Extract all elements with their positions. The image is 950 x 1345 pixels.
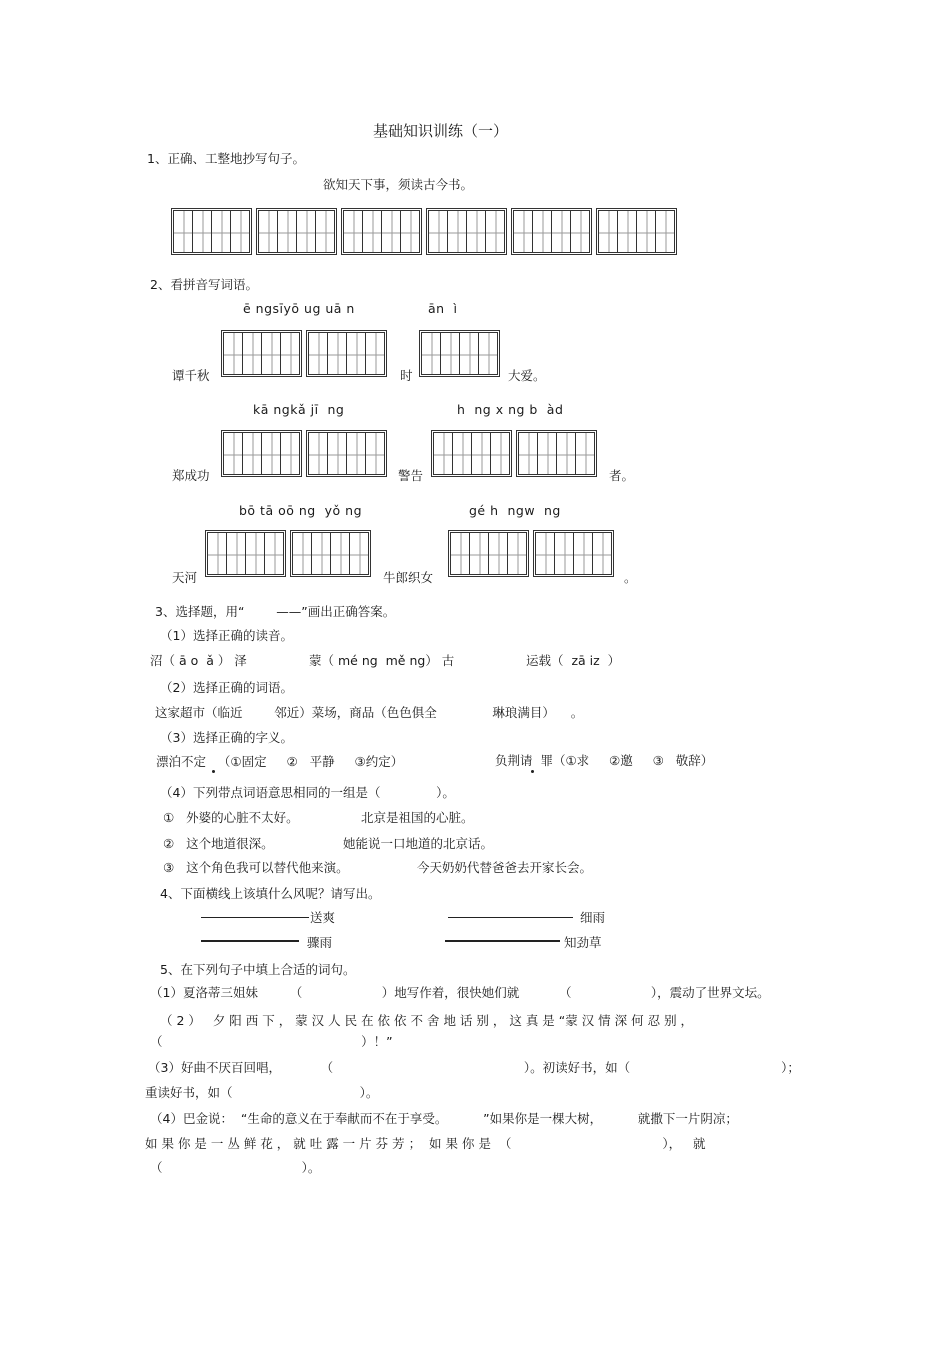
grid-group: [306, 430, 387, 477]
grid-cell: [421, 332, 441, 375]
grid-cell: [330, 532, 350, 575]
grid-cell: [598, 210, 618, 253]
grid-cell: [192, 210, 212, 253]
grid-cell: [280, 432, 300, 475]
q2-row3-pinyin-b: gé h ngw ng: [469, 503, 561, 518]
q5-line6: （4）巴金说： “生命的意义在于奉献而不在于享受。 ”如果你是一棵大树， 就撒下一片阴凉；: [150, 1111, 738, 1126]
q3-sub4-2b: 她能说一口地道的北京话。: [343, 836, 494, 851]
q3-sub4-1a: ① 外婆的心脏不太好。: [163, 810, 299, 825]
q3-sub1-b: 蒙（ mé ng mě ng） 古: [309, 653, 455, 668]
grid-cell: [207, 532, 227, 575]
grid-cell: [554, 532, 574, 575]
q4-d: 知劲草: [564, 935, 602, 950]
grid-cell: [466, 210, 486, 253]
grid-cell: [315, 210, 335, 253]
q3-sub1: （1）选择正确的读音。: [160, 628, 293, 643]
q5-line1: （1）夏洛蒂三姐妹 （ ）地写作着，很快她们就 （ ），震动了世界文坛。: [150, 985, 770, 1000]
grid-cell: [261, 432, 281, 475]
q2-row3-grid-b: [448, 530, 618, 577]
grid-cell: [346, 432, 366, 475]
grid-cell: [346, 332, 366, 375]
q2-row3-grid-a: [205, 530, 375, 577]
q3-prompt: 3、选择题，用“ ——”画出正确答案。: [155, 604, 396, 619]
grid-cell: [242, 332, 262, 375]
page-title: 基础知识训练（一）: [373, 122, 509, 140]
grid-cell: [433, 432, 453, 475]
q5-line4: （3）好曲不厌百回唱， （ ）。初读好书，如（ ）；: [148, 1060, 800, 1075]
emphasis-dot: [212, 770, 215, 773]
grid-cell: [400, 210, 420, 253]
grid-cell: [365, 332, 385, 375]
q3-sub3: （3）选择正确的字义。: [160, 730, 293, 745]
grid-cell: [381, 210, 401, 253]
q1-prompt: 1、正确、工整地抄写句子。: [147, 151, 305, 166]
grid-cell: [488, 532, 508, 575]
grid-group: [256, 208, 337, 255]
grid-cell: [230, 210, 250, 253]
grid-cell: [277, 210, 297, 253]
grid-cell: [296, 210, 316, 253]
grid-cell: [258, 210, 278, 253]
q3-sub2: （2）选择正确的词语。: [160, 680, 293, 695]
grid-cell: [280, 332, 300, 375]
grid-cell: [211, 210, 231, 253]
q2-prompt: 2、看拼音写词语。: [150, 277, 258, 292]
grid-cell: [292, 532, 312, 575]
grid-cell: [573, 532, 593, 575]
grid-group: [205, 530, 286, 577]
q3-sub1-a: 沼（ ā o ǎ ） 泽: [150, 653, 247, 668]
grid-cell: [535, 532, 555, 575]
q5-line8: （ ）。: [150, 1160, 321, 1175]
grid-cell: [365, 432, 385, 475]
q5-line5: 重读好书，如（ ）。: [145, 1085, 379, 1100]
q2-row2-grid-b: [431, 430, 601, 477]
grid-cell: [242, 432, 262, 475]
grid-cell: [264, 532, 284, 575]
q5-line7: 如 果 你 是 一 丛 鲜 花 ， 就 吐 露 一 片 芬 芳 ； 如 果 你 是 （ ）， 就: [145, 1136, 706, 1151]
q3-sub2-line: 这家超市（临近 邻近）菜场，商品（色色俱全 琳琅满目） 。: [155, 705, 584, 720]
q2-row1-text-b: 时: [400, 368, 413, 383]
grid-cell: [518, 432, 538, 475]
grid-cell: [362, 210, 382, 253]
grid-cell: [655, 210, 675, 253]
grid-cell: [447, 210, 467, 253]
grid-group: [448, 530, 529, 577]
q4-a: 送爽: [310, 910, 336, 925]
q3-sub4-2a: ② 这个地道很深。: [163, 836, 274, 851]
q2-row2-text-a: 郑成功: [172, 468, 210, 483]
grid-cell: [311, 532, 331, 575]
grid-cell: [575, 432, 595, 475]
q5-prompt: 5、在下列句子中填上合适的词句。: [160, 962, 356, 977]
grid-cell: [513, 210, 533, 253]
grid-cell: [485, 210, 505, 253]
q2-row2-text-b: 警告: [398, 468, 424, 483]
grid-cell: [223, 332, 243, 375]
grid-cell: [532, 210, 552, 253]
grid-group: [221, 330, 302, 377]
grid-cell: [440, 332, 460, 375]
q2-row1-grid-a: [221, 330, 391, 377]
grid-cell: [537, 432, 557, 475]
grid-group: [516, 430, 597, 477]
grid-group: [341, 208, 422, 255]
grid-cell: [245, 532, 265, 575]
grid-cell: [507, 532, 527, 575]
grid-group: [221, 430, 302, 477]
q2-row1-text-c: 大爱。: [508, 368, 546, 383]
grid-group: [511, 208, 592, 255]
grid-cell: [469, 532, 489, 575]
grid-cell: [570, 210, 590, 253]
q2-row2-text-c: 者。: [609, 468, 635, 483]
q3-sub4: （4）下列带点词语意思相同的一组是（ ）。: [160, 785, 455, 800]
grid-group: [431, 430, 512, 477]
q3-sub3-a: 漂泊不定 （①固定 ② 平静 ③约定）: [156, 754, 404, 769]
q5-line3: （ ）！”: [150, 1034, 393, 1049]
grid-cell: [556, 432, 576, 475]
grid-group: [419, 330, 500, 377]
q4-blank-line: [201, 917, 309, 918]
q2-row3-pinyin-a: bō tā oō ng yǒ ng: [239, 503, 363, 518]
q2-row3-text-b: 牛郎织女: [383, 570, 434, 585]
grid-group: [596, 208, 677, 255]
grid-cell: [551, 210, 571, 253]
grid-cell: [343, 210, 363, 253]
grid-cell: [349, 532, 369, 575]
grid-cell: [471, 432, 491, 475]
grid-cell: [223, 432, 243, 475]
grid-cell: [327, 432, 347, 475]
q2-row3-text-a: 天河: [172, 570, 198, 585]
q3-sub4-1b: 北京是祖国的心脏。: [361, 810, 474, 825]
q2-row1-pinyin-b: ān ì: [428, 301, 458, 316]
q4-c: 骤雨: [307, 935, 333, 950]
grid-cell: [327, 332, 347, 375]
grid-group: [306, 330, 387, 377]
grid-cell: [450, 532, 470, 575]
q2-row3-text-c: 。: [624, 570, 637, 585]
q1-writing-grid: [171, 208, 681, 255]
grid-cell: [428, 210, 448, 253]
q2-row2-pinyin-b: h ng x ng b àd: [457, 402, 564, 417]
q4-b: 细雨: [580, 910, 606, 925]
grid-cell: [459, 332, 479, 375]
grid-cell: [173, 210, 193, 253]
q3-sub4-3b: 今天奶奶代替爸爸去开家长会。: [417, 860, 593, 875]
grid-group: [533, 530, 614, 577]
q4-blank-line: [448, 917, 573, 918]
q5-line2: （ 2 ） 夕 阳 西 下 ， 蒙 汉 人 民 在 依 依 不 舍 地 话 别 ， 这 真 是 “蒙 汉 情 深 何 忍 别 ，: [160, 1013, 694, 1028]
q2-row2-grid-a: [221, 430, 391, 477]
grid-cell: [478, 332, 498, 375]
q4-blank-line: [445, 940, 560, 942]
grid-cell: [592, 532, 612, 575]
grid-cell: [617, 210, 637, 253]
q2-row1-grid-b: [419, 330, 504, 377]
grid-cell: [308, 332, 328, 375]
grid-cell: [226, 532, 246, 575]
grid-group: [171, 208, 252, 255]
q2-row1-text-a: 谭千秋: [172, 368, 210, 383]
grid-cell: [490, 432, 510, 475]
grid-cell: [452, 432, 472, 475]
emphasis-dot: [531, 770, 534, 773]
q2-row1-pinyin-a: ē ngsīyō ug uā n: [243, 301, 355, 316]
q3-sub1-c: 运载（ zā iz ）: [526, 653, 621, 668]
grid-cell: [636, 210, 656, 253]
grid-group: [426, 208, 507, 255]
q4-prompt: 4、下面横线上该填什么风呢？请写出。: [160, 886, 381, 901]
q2-row2-pinyin-a: kā ngkǎ jī ng: [253, 402, 345, 417]
grid-group: [290, 530, 371, 577]
q1-sentence: 欲知天下事，须读古今书。: [323, 177, 474, 192]
q4-blank-line: [201, 940, 299, 942]
q3-sub3-b: 负荆请 罪（①求 ②邀 ③ 敬辞）: [495, 753, 714, 768]
grid-cell: [261, 332, 281, 375]
q3-sub4-3a: ③ 这个角色我可以替代他来演。: [163, 860, 349, 875]
grid-cell: [308, 432, 328, 475]
